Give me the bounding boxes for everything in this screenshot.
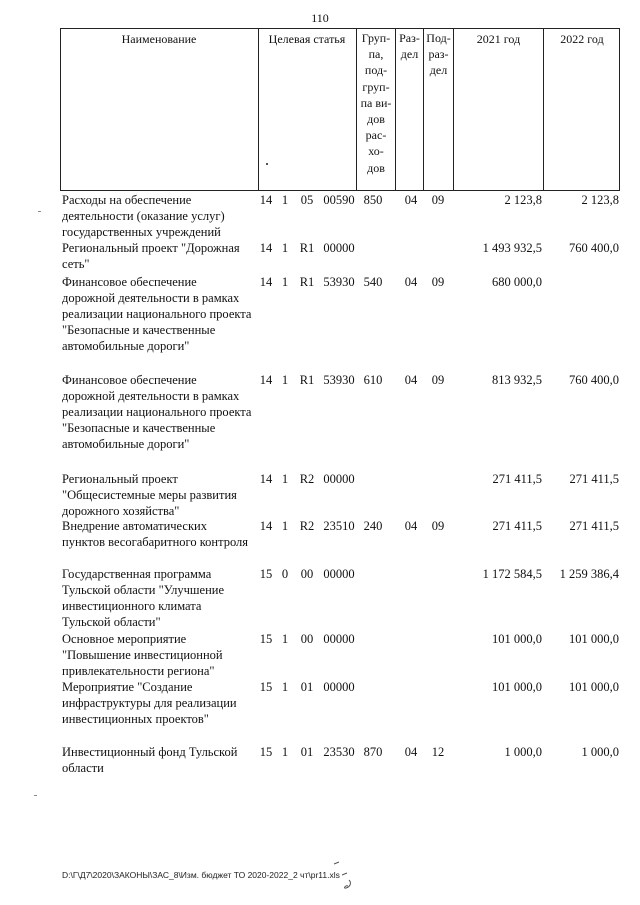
margin-mark <box>38 211 41 212</box>
value-2021: 2 123,8 <box>504 193 542 207</box>
value-2021: 101 000,0 <box>492 632 542 646</box>
header-section: Раз- дел <box>399 31 420 61</box>
code-2: 1 <box>281 680 289 694</box>
code-2: 1 <box>281 193 289 207</box>
code-3: R1 <box>299 241 315 255</box>
row-name: Государственная программа Тульской области "Улучшение инвестиционного климата Тульской области" <box>62 567 225 629</box>
code-1: 14 <box>259 241 273 255</box>
row-name: Финансовое обеспечение дорожной деятельности в рамках реализации национального проекта "Безопасные и качественные автомобильные дороги" <box>62 373 252 451</box>
value-2022: 2 123,8 <box>581 193 619 207</box>
section-code: 04 <box>404 193 418 207</box>
value-2022: 1 000,0 <box>581 745 619 759</box>
subsection-code: 09 <box>431 193 445 207</box>
value-2021: 1 172 584,5 <box>482 567 542 581</box>
subsection-code: 12 <box>431 745 445 759</box>
page-number: 110 <box>311 11 329 25</box>
subsection-code: 09 <box>431 373 445 387</box>
code-2: 1 <box>281 472 289 486</box>
code-4: 00000 <box>323 632 355 646</box>
code-3: 00 <box>300 567 314 581</box>
row-name: Инвестиционный фонд Тульской области <box>62 745 238 775</box>
code-2: 1 <box>281 519 289 533</box>
code-4: 23510 <box>323 519 355 533</box>
code-2: 1 <box>281 632 289 646</box>
value-2022: 271 411,5 <box>569 472 619 486</box>
code-3: 05 <box>300 193 314 207</box>
value-2021: 1 000,0 <box>504 745 542 759</box>
value-2022: 271 411,5 <box>569 519 619 533</box>
group-code: 610 <box>363 373 383 387</box>
header-name: Наименование <box>121 32 197 46</box>
value-2022: 101 000,0 <box>569 680 619 694</box>
code-3: 01 <box>300 680 314 694</box>
stray-mark <box>266 163 268 165</box>
code-3: R2 <box>299 519 315 533</box>
value-2021: 271 411,5 <box>492 519 542 533</box>
subsection-code: 09 <box>431 519 445 533</box>
code-2: 1 <box>281 275 289 289</box>
code-4: 00000 <box>323 680 355 694</box>
header-year-2022: 2022 год <box>560 32 604 46</box>
row-name: Расходы на обеспечение деятельности (оказание услуг) государственных учреждений <box>62 193 225 239</box>
code-1: 15 <box>259 680 273 694</box>
handwritten-mark <box>330 861 360 893</box>
code-1: 14 <box>259 472 273 486</box>
section-code: 04 <box>404 275 418 289</box>
code-2: 1 <box>281 373 289 387</box>
value-2022: 101 000,0 <box>569 632 619 646</box>
margin-mark <box>34 795 37 796</box>
column-divider <box>453 28 454 191</box>
code-4: 53930 <box>323 373 355 387</box>
column-divider <box>543 28 544 191</box>
code-4: 00590 <box>323 193 355 207</box>
code-2: 0 <box>281 567 289 581</box>
group-code: 870 <box>363 745 383 759</box>
value-2021: 680 000,0 <box>492 275 542 289</box>
code-4: 23530 <box>323 745 355 759</box>
code-1: 14 <box>259 519 273 533</box>
code-1: 14 <box>259 275 273 289</box>
header-year-2021: 2021 год <box>476 32 521 46</box>
section-code: 04 <box>404 373 418 387</box>
row-name: Финансовое обеспечение дорожной деятельности в рамках реализации национального проекта "Безопасные и качественные автомобильные дороги" <box>62 275 252 353</box>
code-1: 15 <box>259 745 273 759</box>
code-4: 53930 <box>323 275 355 289</box>
subsection-code: 09 <box>431 275 445 289</box>
code-2: 1 <box>281 745 289 759</box>
value-2022: 1 259 386,4 <box>559 567 619 581</box>
code-1: 15 <box>259 567 273 581</box>
file-path-footer: D:\Г\Д7\2020\ЗАКОНЫ\ЗАС_8\Изм. бюджет ТО 2020-2022_2 чт\pr11.xls <box>62 870 340 880</box>
row-name: Региональный проект "Дорожная сеть" <box>62 241 240 271</box>
value-2021: 101 000,0 <box>492 680 542 694</box>
table-header <box>60 28 620 191</box>
code-1: 15 <box>259 632 273 646</box>
code-3: R1 <box>299 373 315 387</box>
code-4: 00000 <box>323 472 355 486</box>
column-divider <box>258 28 259 191</box>
section-code: 04 <box>404 745 418 759</box>
code-3: 01 <box>300 745 314 759</box>
code-2: 1 <box>281 241 289 255</box>
code-3: 00 <box>300 632 314 646</box>
code-1: 14 <box>259 193 273 207</box>
code-4: 00000 <box>323 241 355 255</box>
code-3: R2 <box>299 472 315 486</box>
header-target-article: Целевая статья <box>268 32 346 46</box>
row-name: Мероприятие "Создание инфраструктуры для реализации инвестиционных проектов" <box>62 680 237 726</box>
section-code: 04 <box>404 519 418 533</box>
row-name: Основное мероприятие "Повышение инвестиционной привлекательности региона" <box>62 632 223 678</box>
code-4: 00000 <box>323 567 355 581</box>
code-1: 14 <box>259 373 273 387</box>
value-2021: 1 493 932,5 <box>482 241 542 255</box>
value-2022: 760 400,0 <box>569 373 619 387</box>
value-2021: 271 411,5 <box>492 472 542 486</box>
row-name: Региональный проект "Общесистемные меры развития дорожного хозяйства" <box>62 472 237 518</box>
header-group: Груп- па, под- груп- па ви- дов рас- хо- дов <box>360 31 392 175</box>
header-subsection: Под- раз- дел <box>426 31 451 77</box>
group-code: 850 <box>363 193 383 207</box>
group-code: 240 <box>363 519 383 533</box>
row-name: Внедрение автоматических пунктов весогабаритного контроля <box>62 519 249 549</box>
value-2021: 813 932,5 <box>492 373 542 387</box>
code-3: R1 <box>299 275 315 289</box>
group-code: 540 <box>363 275 383 289</box>
value-2022: 760 400,0 <box>569 241 619 255</box>
